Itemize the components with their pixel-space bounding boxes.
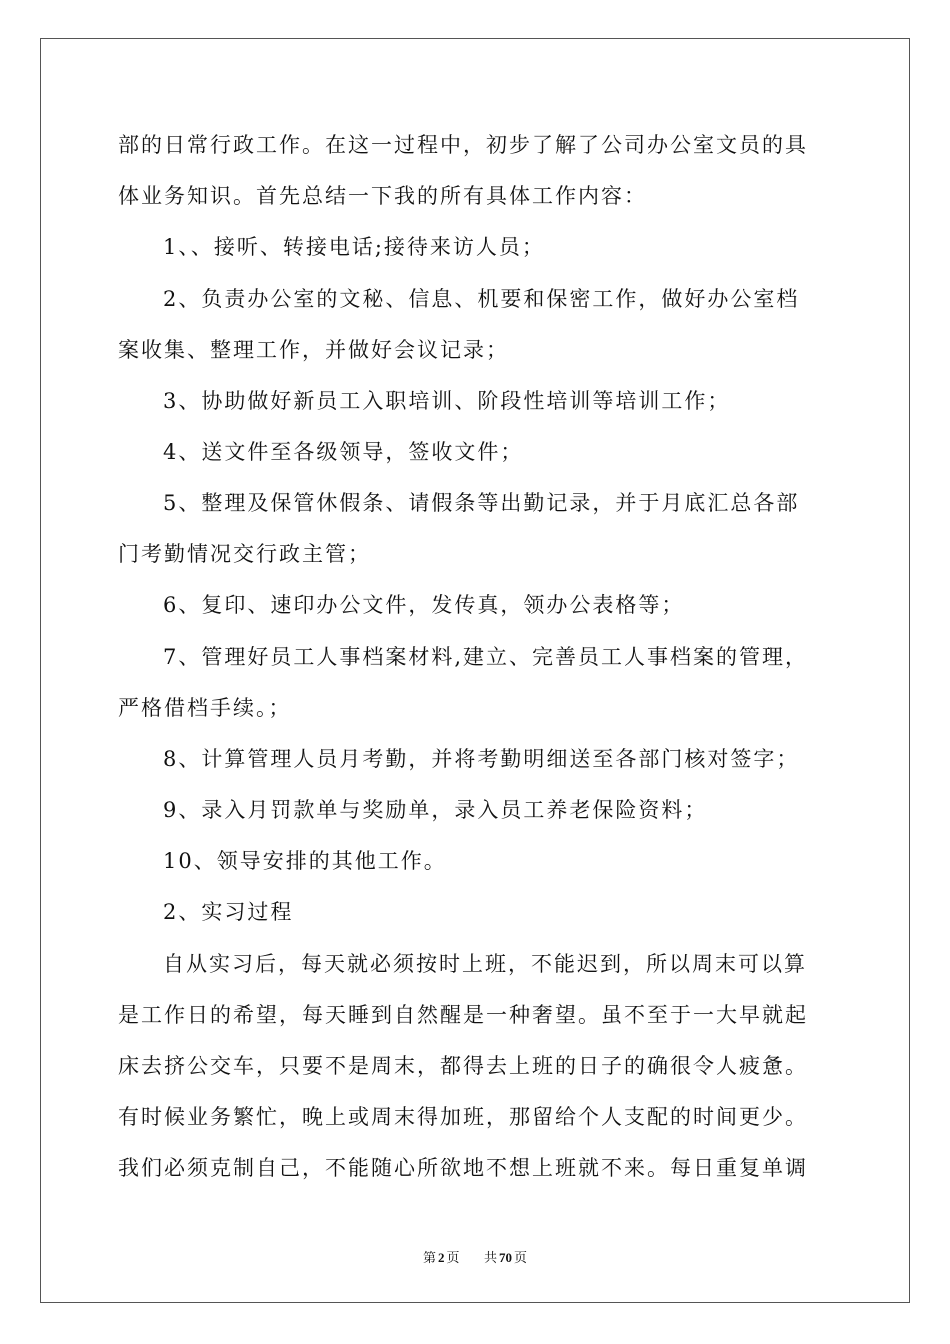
list-item: 4、送文件至各级领导，签收文件； — [163, 440, 524, 464]
paragraph-line: 床去挤公交车，只要不是周末，都得去上班的日子的确很令人疲惫。 — [118, 1054, 808, 1078]
text-line: 部的日常行政工作。在这一过程中，初步了解了公司办公室文员的具 — [118, 133, 808, 157]
text-line: 门考勤情况交行政主管； — [118, 542, 371, 566]
page-footer — [0, 1247, 950, 1266]
list-item: 3、协助做好新员工入职培训、阶段性培训等培训工作； — [163, 389, 731, 413]
list-item: 2、负责办公室的文秘、信息、机要和保密工作，做好办公室档 — [163, 287, 800, 311]
paragraph-line: 自从实习后，每天就必须按时上班，不能迟到，所以周末可以算 — [163, 952, 807, 976]
list-item: 8、计算管理人员月考勤，并将考勤明细送至各部门核对签字； — [163, 747, 800, 771]
text-line: 体业务知识。首先总结一下我的所有具体工作内容： — [118, 184, 647, 208]
text-line: 严格借档手续。； — [118, 696, 292, 720]
paragraph-line: 有时候业务繁忙，晚上或周末得加班，那留给个人支配的时间更少。 — [118, 1105, 808, 1129]
page-number: 第 2 页 — [422, 1250, 460, 1266]
paragraph-line: 我们必须克制自己，不能随心所欲地不想上班就不来。每日重复单调 — [118, 1156, 808, 1180]
section-heading: 2、实习过程 — [163, 900, 294, 924]
list-item: 10、领导安排的其他工作。 — [163, 849, 447, 873]
page-total: 共 70 页 — [484, 1250, 528, 1266]
list-item: 9、录入月罚款单与奖励单，录入员工养老保险资料； — [163, 798, 708, 822]
list-item: 5、整理及保管休假条、请假条等出勤记录，并于月底汇总各部 — [163, 491, 800, 515]
paragraph-line: 是工作日的希望，每天睡到自然醒是一种奢望。虽不至于一大早就起 — [118, 1003, 808, 1027]
list-item: 1、、接听、转接电话;接待来访人员； — [163, 235, 545, 259]
list-item: 7、管理好员工人事档案材料,建立、完善员工人事档案的管理， — [163, 645, 809, 669]
text-line: 案收集、整理工作，并做好会议记录； — [118, 338, 509, 362]
list-item: 6、复印、速印办公文件，发传真，领办公表格等； — [163, 593, 685, 617]
